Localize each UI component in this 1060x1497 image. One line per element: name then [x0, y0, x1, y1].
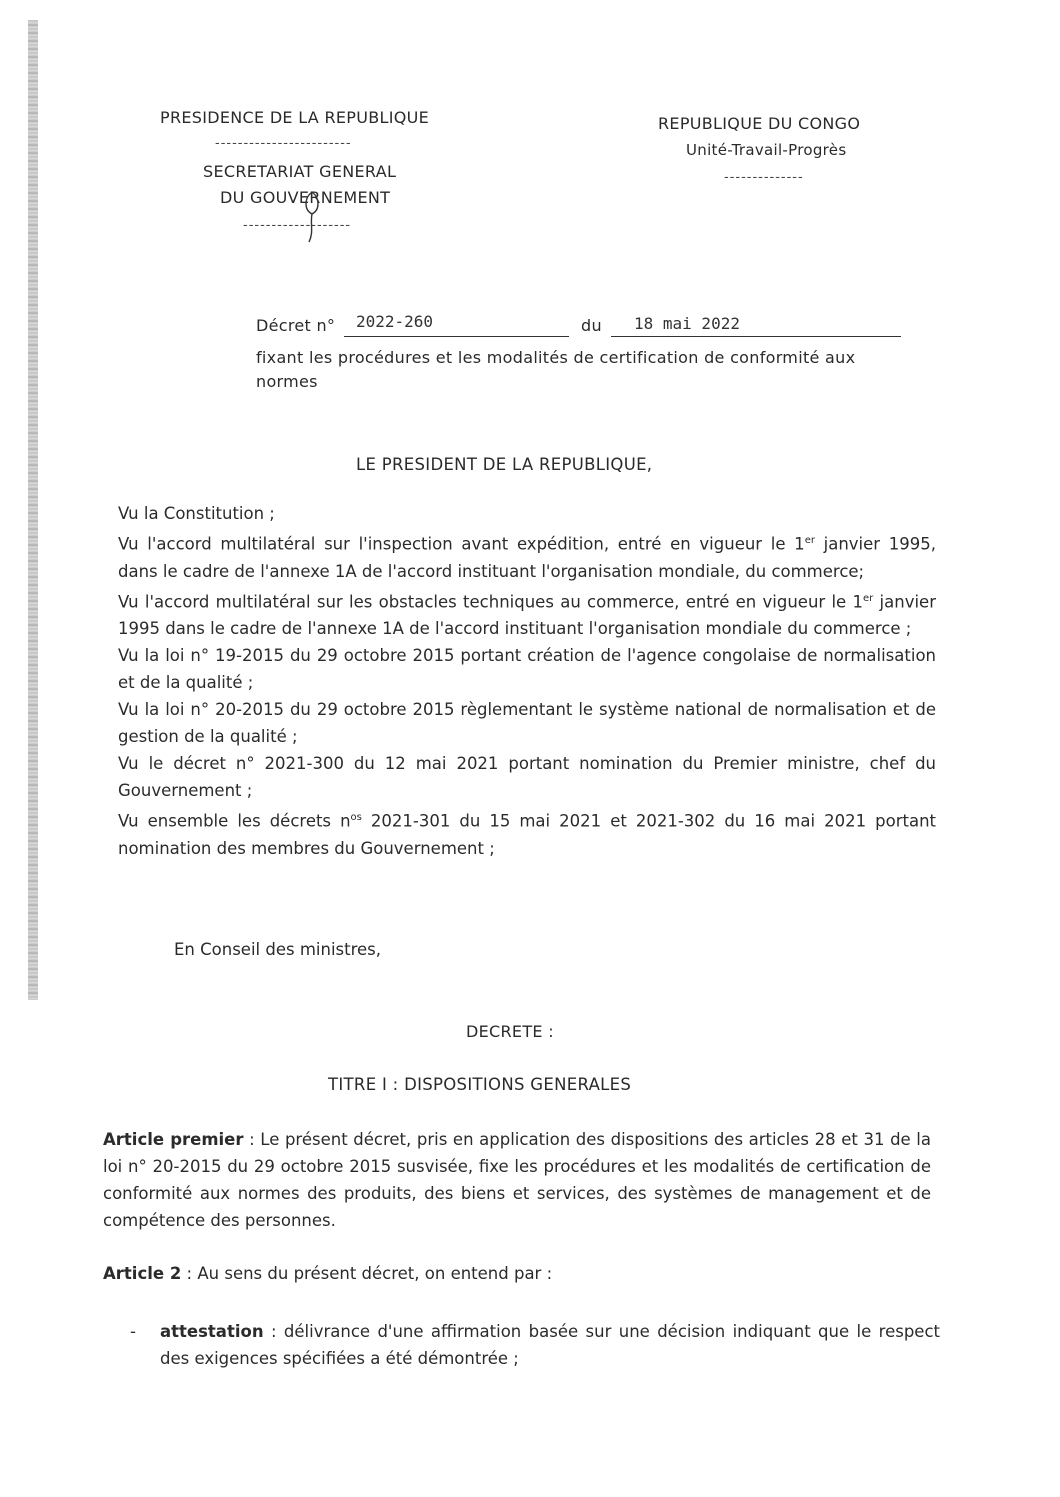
decree-subject: fixant les procédures et les modalités de certification de conformité aux normes: [256, 348, 856, 391]
visa-constitution: Vu la Constitution ;: [118, 504, 275, 523]
visas-block: [118, 500, 936, 862]
visa-loi-19-2015: Vu la loi n° 19-2015 du 29 octobre 2015 portant création de l'agence congolaise de normalisation et de la qualité ;: [118, 646, 936, 692]
visa-decret-premier-ministre: Vu le décret n° 2021-300 du 12 mai 2021 portant nomination du Premier ministre, chef du Gouvernement ;: [118, 754, 936, 800]
article-2: [103, 1260, 931, 1287]
article-2-label: Article 2: [103, 1264, 182, 1283]
header-devise: Unité-Travail-Progrès: [686, 141, 847, 159]
article-premier: [103, 1126, 931, 1234]
article-premier-label: Article premier: [103, 1130, 244, 1149]
header-separator-3: --------------: [724, 170, 804, 185]
conseil-des-ministres: En Conseil des ministres,: [174, 940, 382, 959]
titre-heading: TITRE I : DISPOSITIONS GENERALES: [328, 1075, 632, 1094]
visa-decrets-gouvernement: Vu ensemble les décrets $n^{os}$ 2021-301 du 15 mai 2021 et 2021-302 du 16 mai 2021 portant nomination des membres du Gouvernement ;: [118, 811, 936, 858]
decree-number-label: Décret n°: [256, 316, 336, 335]
header-republique: REPUBLIQUE DU CONGO: [658, 114, 861, 133]
visa-accord-inspection: Vu l'accord multilatéral sur l'inspection avant expédition, entré en vigueur le 1er janvier 1995, dans le cadre de l'annexe 1A de l'accord instituant l'organisation mondiale, du commerce;: [118, 534, 936, 581]
article-premier-text: : Le présent décret, pris en application des dispositions des articles 28 et 31 de la loi n° 20-2015 du 29 octobre 2015 susvisée, fixe les procédures et les modalités de certification de conformité aux normes des produits, des biens et services, des systèmes de management et de compétence des personnes.: [103, 1130, 932, 1230]
header-secretariat: SECRETARIAT GENERAL: [203, 162, 397, 181]
definition-term: attestation: [160, 1322, 264, 1341]
decree-du-label: du: [581, 316, 602, 335]
visa-accord-obstacles: Vu l'accord multilatéral sur les obstacles techniques au commerce, entré en vigueur le 1er janvier 1995 dans le cadre de l'annexe 1A de l'accord instituant l'organisation mondiale du commerce ;: [118, 592, 936, 638]
definition-attestation: [130, 1318, 940, 1372]
decree-reference: [256, 312, 901, 342]
decrete-heading: DECRETE :: [466, 1022, 554, 1041]
handwritten-initial-mark: [300, 188, 324, 244]
header-separator-1: ------------------------: [215, 136, 352, 151]
decree-date: 18 mai 2022: [634, 314, 740, 333]
scan-binding-edge: [28, 20, 38, 1000]
header-gouvernement: DU GOUVERNEMENT: [220, 188, 391, 207]
visa-loi-20-2015: Vu la loi n° 20-2015 du 29 octobre 2015 règlementant le système national de normalisation et de gestion de la qualité ;: [118, 700, 936, 746]
president-heading: LE PRESIDENT DE LA REPUBLIQUE,: [356, 455, 653, 474]
header-presidence: PRESIDENCE DE LA REPUBLIQUE: [160, 108, 430, 127]
definition-dash: -: [130, 1322, 136, 1341]
decree-number: 2022-260: [356, 312, 434, 331]
article-2-text: : Au sens du présent décret, on entend par :: [181, 1264, 553, 1283]
definition-text: : délivrance d'une affirmation basée sur une décision indiquant que le respect des exigences spécifiées a été démontrée ;: [160, 1322, 940, 1368]
header-separator-2: -------------------: [243, 218, 352, 233]
